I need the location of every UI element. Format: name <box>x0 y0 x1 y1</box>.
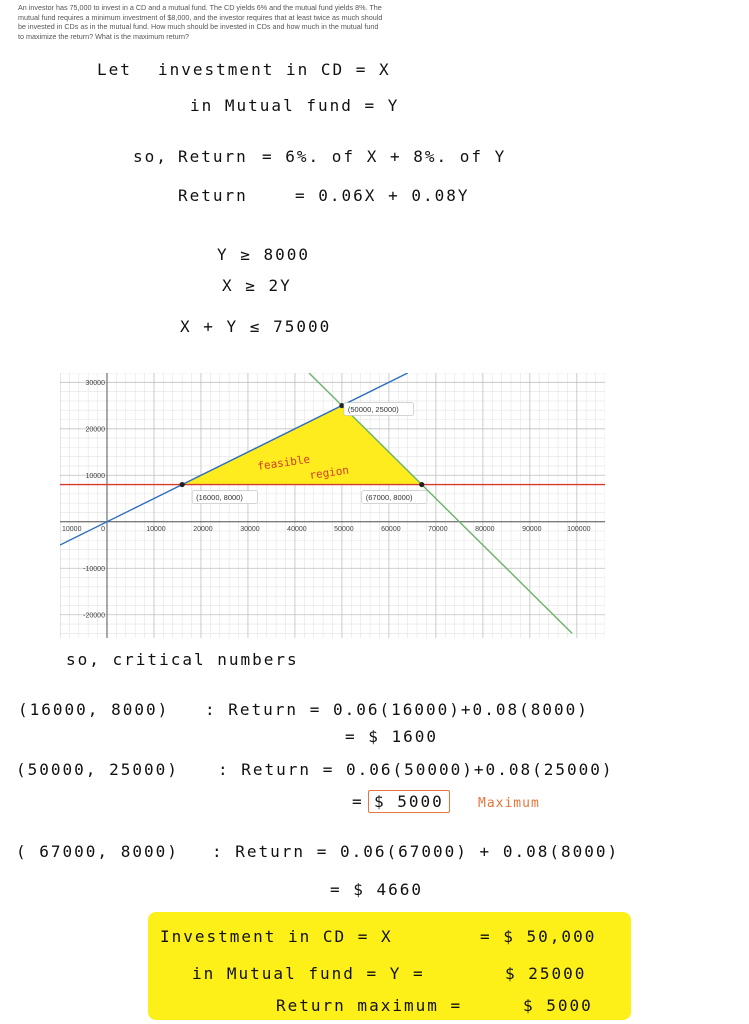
return-word-1: Return <box>178 147 248 166</box>
feasible-region-graph <box>60 373 605 638</box>
feasible-annotation: feasible <box>256 452 311 473</box>
summary-highlight-box <box>148 912 631 1020</box>
constraint-x: X ≥ 2Y <box>222 276 292 295</box>
x-tick-label: 0 <box>101 525 105 533</box>
summary-mutual-fund: in Mutual fund = Y = <box>192 964 425 983</box>
vertex-label: (16000, 8000) <box>196 493 243 503</box>
x-tick-label: 70000 <box>428 525 448 533</box>
return-word-2: Return <box>178 186 248 205</box>
y-tick-label: 10000 <box>85 472 105 480</box>
x-tick-label: 80000 <box>475 525 495 533</box>
problem-statement: An investor has 75,000 to invest in a CD and a mutual fund. The CD yields 6% and the mutual fund yields 8%. The mutual fund requires a minimum investment of $8,000, and the investor requires that at least twice as much should be invested in CDs as in the mutual fund. How much should be invested in CDs and how much in the mutual fund to maximize the return? What is the maximum return? <box>18 3 383 41</box>
x-tick-label: 40000 <box>287 525 307 533</box>
critical-calc-2: : Return = 0.06(50000)+0.08(25000) <box>218 760 614 779</box>
y-tick-label: 30000 <box>85 379 105 387</box>
x-tick-label: 100000 <box>567 525 591 533</box>
constraint-sum: X + Y ≤ 75000 <box>180 317 332 336</box>
x-tick-label: 10000 <box>62 525 82 533</box>
x-tick-label: 50000 <box>334 525 354 533</box>
x-tick-label: 90000 <box>522 525 542 533</box>
x-tick-label: 30000 <box>240 525 260 533</box>
summary-return-maximum-value: $ 5000 <box>523 996 593 1015</box>
x-tick-label: 20000 <box>193 525 213 533</box>
x-tick-label: 60000 <box>381 525 401 533</box>
summary-investment-cd: Investment in CD = X <box>160 927 393 946</box>
feasible-region <box>182 406 422 485</box>
critical-point-2: (50000, 25000) <box>16 760 179 779</box>
summary-mutual-fund-value: $ 25000 <box>505 964 587 983</box>
critical-result-2-equals: = <box>352 792 364 811</box>
vertex-point <box>180 482 185 487</box>
critical-calc-1: : Return = 0.06(16000)+0.08(8000) <box>205 700 589 719</box>
constraint-y: Y ≥ 8000 <box>217 245 311 264</box>
critical-point-3: ( 67000, 8000) <box>16 842 179 861</box>
let-word: Let <box>97 60 132 79</box>
critical-heading: so, critical numbers <box>66 650 299 669</box>
maximum-label: Maximum <box>478 796 540 811</box>
y-tick-label: -20000 <box>83 612 105 620</box>
x-tick-label: 10000 <box>146 525 166 533</box>
vertex-point <box>419 482 424 487</box>
variable-definition-y: in Mutual fund = Y <box>190 96 400 115</box>
critical-result-3: = $ 4660 <box>330 880 424 899</box>
return-equation-decimal: = 0.06X + 0.08Y <box>295 186 470 205</box>
summary-return-maximum: Return maximum = <box>276 996 463 1015</box>
vertex-label: (50000, 25000) <box>347 405 399 415</box>
return-equation-percent: = 6%. of X + 8%. of Y <box>262 147 507 166</box>
region-annotation: region <box>308 463 350 482</box>
critical-result-1: = $ 1600 <box>345 727 439 746</box>
so-word: so, <box>133 147 168 166</box>
y-tick-label: -10000 <box>83 565 105 573</box>
summary-investment-cd-value: = $ 50,000 <box>480 927 597 946</box>
y-tick-label: 20000 <box>85 426 105 434</box>
variable-definition-x: investment in CD = X <box>158 60 391 79</box>
critical-point-1: (16000, 8000) <box>18 700 170 719</box>
critical-calc-3: : Return = 0.06(67000) + 0.08(8000) <box>212 842 620 861</box>
vertex-label: (67000, 8000) <box>365 493 413 503</box>
critical-result-2-boxed: $ 5000 <box>368 790 450 813</box>
